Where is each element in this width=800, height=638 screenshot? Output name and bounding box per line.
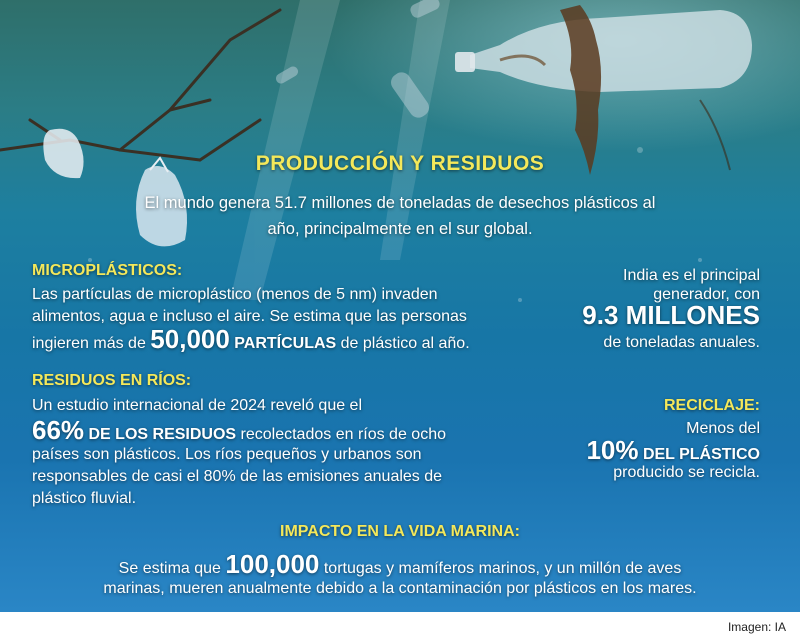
microplastics-line2: alimentos, agua e incluso el aire. Se estima que las personas bbox=[32, 308, 467, 325]
rivers-heading: RESIDUOS EN RÍOS: bbox=[32, 372, 192, 389]
india-big: 9.3 MILLONES bbox=[582, 300, 760, 330]
marine-post: tortugas y mamíferos marinos, y un millón de aves bbox=[323, 560, 682, 577]
microplastics-caps: PARTÍCULAS bbox=[234, 335, 337, 352]
marine-heading: IMPACTO EN LA VIDA MARINA: bbox=[280, 523, 520, 540]
page-title: PRODUCCIÓN Y RESIDUOS bbox=[255, 152, 545, 175]
rivers-big: 66% bbox=[32, 415, 85, 445]
rivers-line2-post: recolectados en ríos de ocho bbox=[240, 426, 446, 443]
rivers-line3: países son plásticos. Los ríos pequeños y urbanos son bbox=[32, 446, 422, 463]
india-line3: de toneladas anuales. bbox=[603, 334, 760, 351]
recycling-line1: Menos del bbox=[686, 420, 760, 437]
microplastics-heading: MICROPLÁSTICOS: bbox=[32, 262, 183, 279]
india-line2: generador, con bbox=[653, 286, 760, 303]
recycling-line3: producido se recicla. bbox=[613, 464, 760, 481]
microplastics-pre: ingieren más de bbox=[32, 335, 146, 352]
india-line1: India es el principal bbox=[623, 267, 760, 284]
recycling-heading: RECICLAJE: bbox=[663, 397, 760, 414]
microplastics-line1: Las partículas de microplástico (menos de 5 nm) invaden bbox=[32, 286, 438, 303]
marine-big: 100,000 bbox=[225, 549, 320, 579]
branch-illustration bbox=[0, 10, 280, 160]
marine-line2: marinas, mueren anualmente debido a la contaminación por plásticos en los mares. bbox=[103, 580, 697, 597]
microplastics-post: de plástico al año. bbox=[340, 335, 470, 352]
rivers-caps: DE LOS RESIDUOS bbox=[88, 426, 237, 443]
image-credit: Imagen: IA bbox=[727, 620, 786, 634]
rivers-line4: responsables de casi el 80% de las emisiones anuales de bbox=[32, 468, 443, 485]
microplastics-big: 50,000 bbox=[150, 324, 230, 354]
intro-text: El mundo genera 51.7 millones de toneladas de desechos plásticos al año, principalmente en el sur global. bbox=[144, 194, 656, 238]
recycling-big: 10% bbox=[586, 435, 639, 465]
rivers-line5: plástico fluvial. bbox=[32, 490, 137, 507]
recycling-caps: DEL PLÁSTICO bbox=[642, 446, 760, 463]
microplastics-line3 bbox=[32, 322, 470, 361]
marine-pre: Se estima que bbox=[118, 560, 221, 577]
rivers-line1: Un estudio internacional de 2024 reveló que el bbox=[32, 397, 363, 414]
plastic-bottle-illustration bbox=[455, 5, 752, 175]
